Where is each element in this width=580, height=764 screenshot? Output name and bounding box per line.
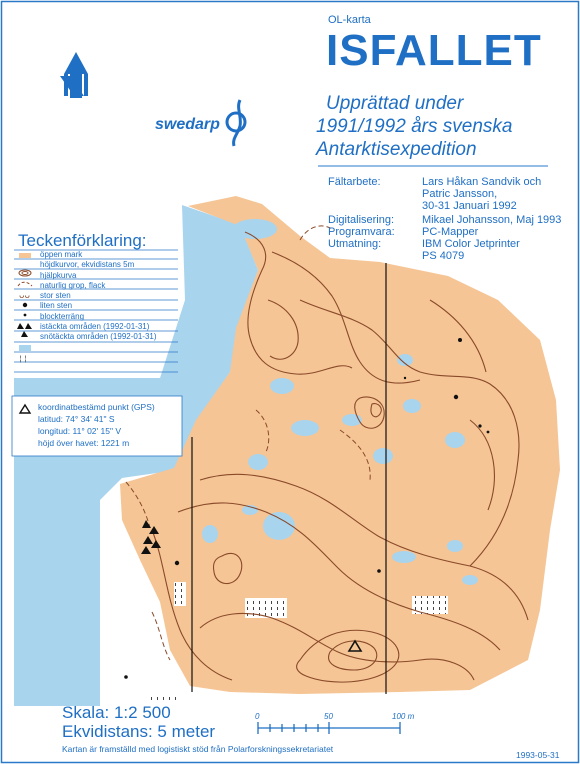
credit-row: 30-31 Januari 1992 [422, 200, 517, 212]
swedarp-logo-text: swedarp [155, 116, 220, 133]
subtitle-line-3: Antarktisexpedition [316, 139, 477, 160]
legend-title: Teckenförklaring: [18, 231, 147, 250]
gps-altitude: höjd över havet: 1221 m [38, 438, 130, 448]
ice-area-swatch [19, 345, 31, 351]
scalebar-tick-0: 0 [255, 712, 260, 721]
snow-area-swatch: ¦ ¦ [19, 354, 27, 363]
credit-row: Fältarbete: Lars Håkan Sandvik och [328, 176, 542, 188]
credits-block [328, 176, 561, 262]
equidistance-text: Ekvidistans: 5 meter [62, 722, 216, 741]
swedarp-logo-emblem [227, 100, 245, 146]
credit-row: Digitalisering: Mikael Johansson, Maj 1993 [328, 214, 562, 226]
north-arrow-icon [60, 52, 88, 98]
boulder-field-icon [17, 323, 32, 337]
subtitle-line-1: Upprättad under [326, 93, 464, 114]
gps-title: koordinatbestämd punkt (GPS) [38, 402, 155, 412]
legend-item: blockterräng [40, 311, 85, 321]
legend-item: naturlig grop, flack [40, 280, 106, 290]
legend-item: liten sten [40, 301, 73, 311]
gps-longitude: longitud: 11° 02' 15" V [38, 426, 122, 436]
footer-note: Kartan är framställd med logistiskt stöd från Polarforskningssekretariatet [62, 744, 334, 754]
small-stone-icon [24, 314, 27, 317]
credit-row: Utmatning: IBM Color Jetprinter [328, 238, 520, 250]
depression-icon: ᴗᴗ [19, 291, 31, 301]
open-land-swatch [19, 253, 31, 258]
scalebar-tick-50: 50 [324, 712, 333, 721]
legend-item: stor sten [40, 291, 71, 300]
map-kicker: OL-karta [328, 14, 371, 26]
contour-icon [19, 270, 31, 276]
gps-latitude: latitud: 74° 34' 41" S [38, 414, 115, 424]
form-line-icon [18, 282, 32, 286]
credit-row: Programvara: PC-Mapper [328, 226, 479, 238]
credit-row: PS 4079 [422, 250, 465, 262]
scale-text: Skala: 1:2 500 [62, 703, 171, 722]
map-title: ISFALLET [326, 26, 542, 75]
legend-list [40, 250, 157, 342]
legend-item: hjälpkurva [40, 270, 77, 280]
legend-item: istäckta områden (1992-01-31) [40, 321, 150, 331]
footer-date: 1993-05-31 [516, 750, 560, 760]
scale-bar [258, 722, 400, 734]
credit-row: Patric Jansson, [422, 188, 498, 200]
legend-item: öppen mark [40, 250, 83, 259]
legend-item: snötäckta områden (1992-01-31) [40, 332, 157, 341]
large-stone-icon [23, 303, 27, 307]
subtitle-line-2: 1991/1992 års svenska [316, 116, 513, 137]
legend-item: höjdkurvor, ekvidistans 5m [40, 260, 135, 270]
scalebar-tick-100: 100 m [392, 712, 415, 721]
